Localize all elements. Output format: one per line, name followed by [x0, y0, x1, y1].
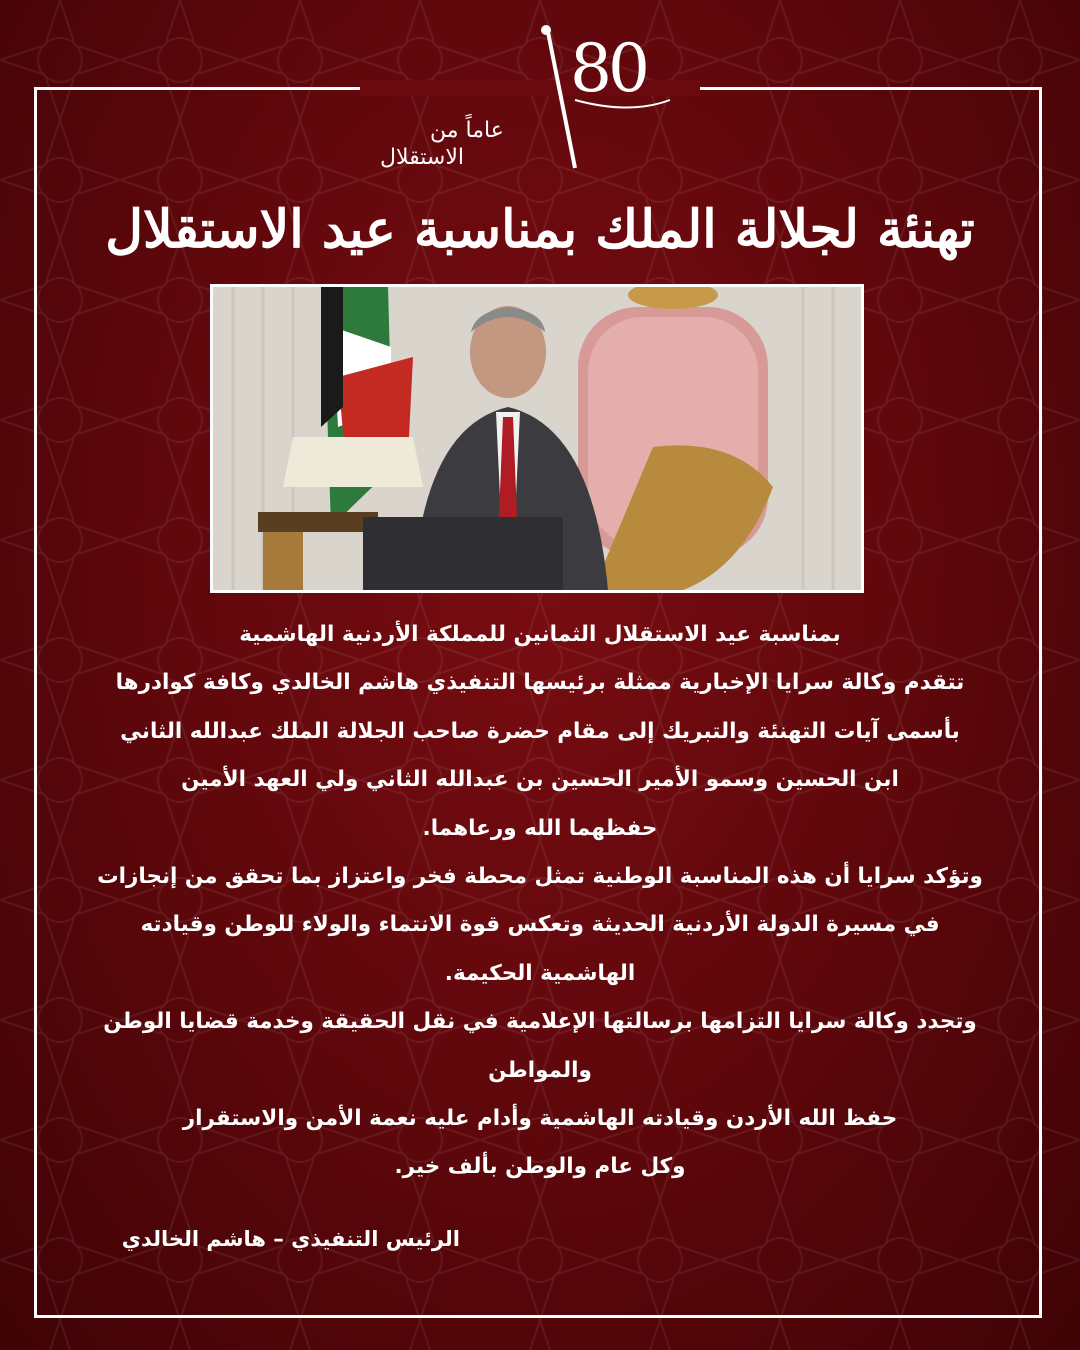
message-line: ابن الحسين وسمو الأمير الحسين بن عبدالله الثاني ولي العهد الأمين — [181, 767, 899, 793]
independence-80-logo — [370, 20, 700, 180]
logo-line-1: عاماً من — [430, 118, 504, 143]
message-line: وكل عام والوطن بألف خير. — [394, 1154, 686, 1180]
portrait-photo-icon — [213, 287, 861, 590]
message-line: وتؤكد سرايا أن هذه المناسبة الوطنية تمثل محطة فخر واعتزاز بما تحقق من إنجازات — [97, 863, 983, 889]
king-portrait-photo — [210, 284, 864, 593]
message-line: وتجدد وكالة سرايا التزامها برسالتها الإعلامية في نقل الحقيقة وخدمة قضايا الوطن — [103, 1009, 977, 1035]
message-line: في مسيرة الدولة الأردنية الحديثة وتعكس قوة الانتماء والولاء للوطن وقيادته — [140, 912, 940, 938]
message-body — [60, 611, 1020, 1192]
message-line: حفظهما الله ورعاهما. — [422, 815, 658, 841]
message-line: الهاشمية الحكيمة. — [444, 960, 636, 986]
logo-number: 80 — [570, 30, 646, 107]
logo-line-2: الاستقلال — [380, 145, 464, 170]
message-line: بمناسبة عيد الاستقلال الثمانين للمملكة الأردنية الهاشمية — [239, 622, 841, 647]
message-line: والمواطن — [488, 1057, 592, 1083]
message-line: بأسمى آيات التهنئة والتبريك إلى مقام حضرة صاحب الجلالة الملك عبدالله الثاني — [120, 718, 960, 744]
page-headline: تهنئة لجلالة الملك بمناسبة عيد الاستقلال — [105, 199, 975, 260]
message-line: حفظ الله الأردن وقيادته الهاشمية وأدام عليه نعمة الأمن والاستقرار — [182, 1105, 898, 1131]
signature: الرئيس التنفيذي – هاشم الخالدي — [121, 1227, 460, 1251]
message-line: تتقدم وكالة سرايا الإخبارية ممثلة برئيسها التنفيذي هاشم الخالدي وكافة كوادرها — [115, 670, 965, 696]
